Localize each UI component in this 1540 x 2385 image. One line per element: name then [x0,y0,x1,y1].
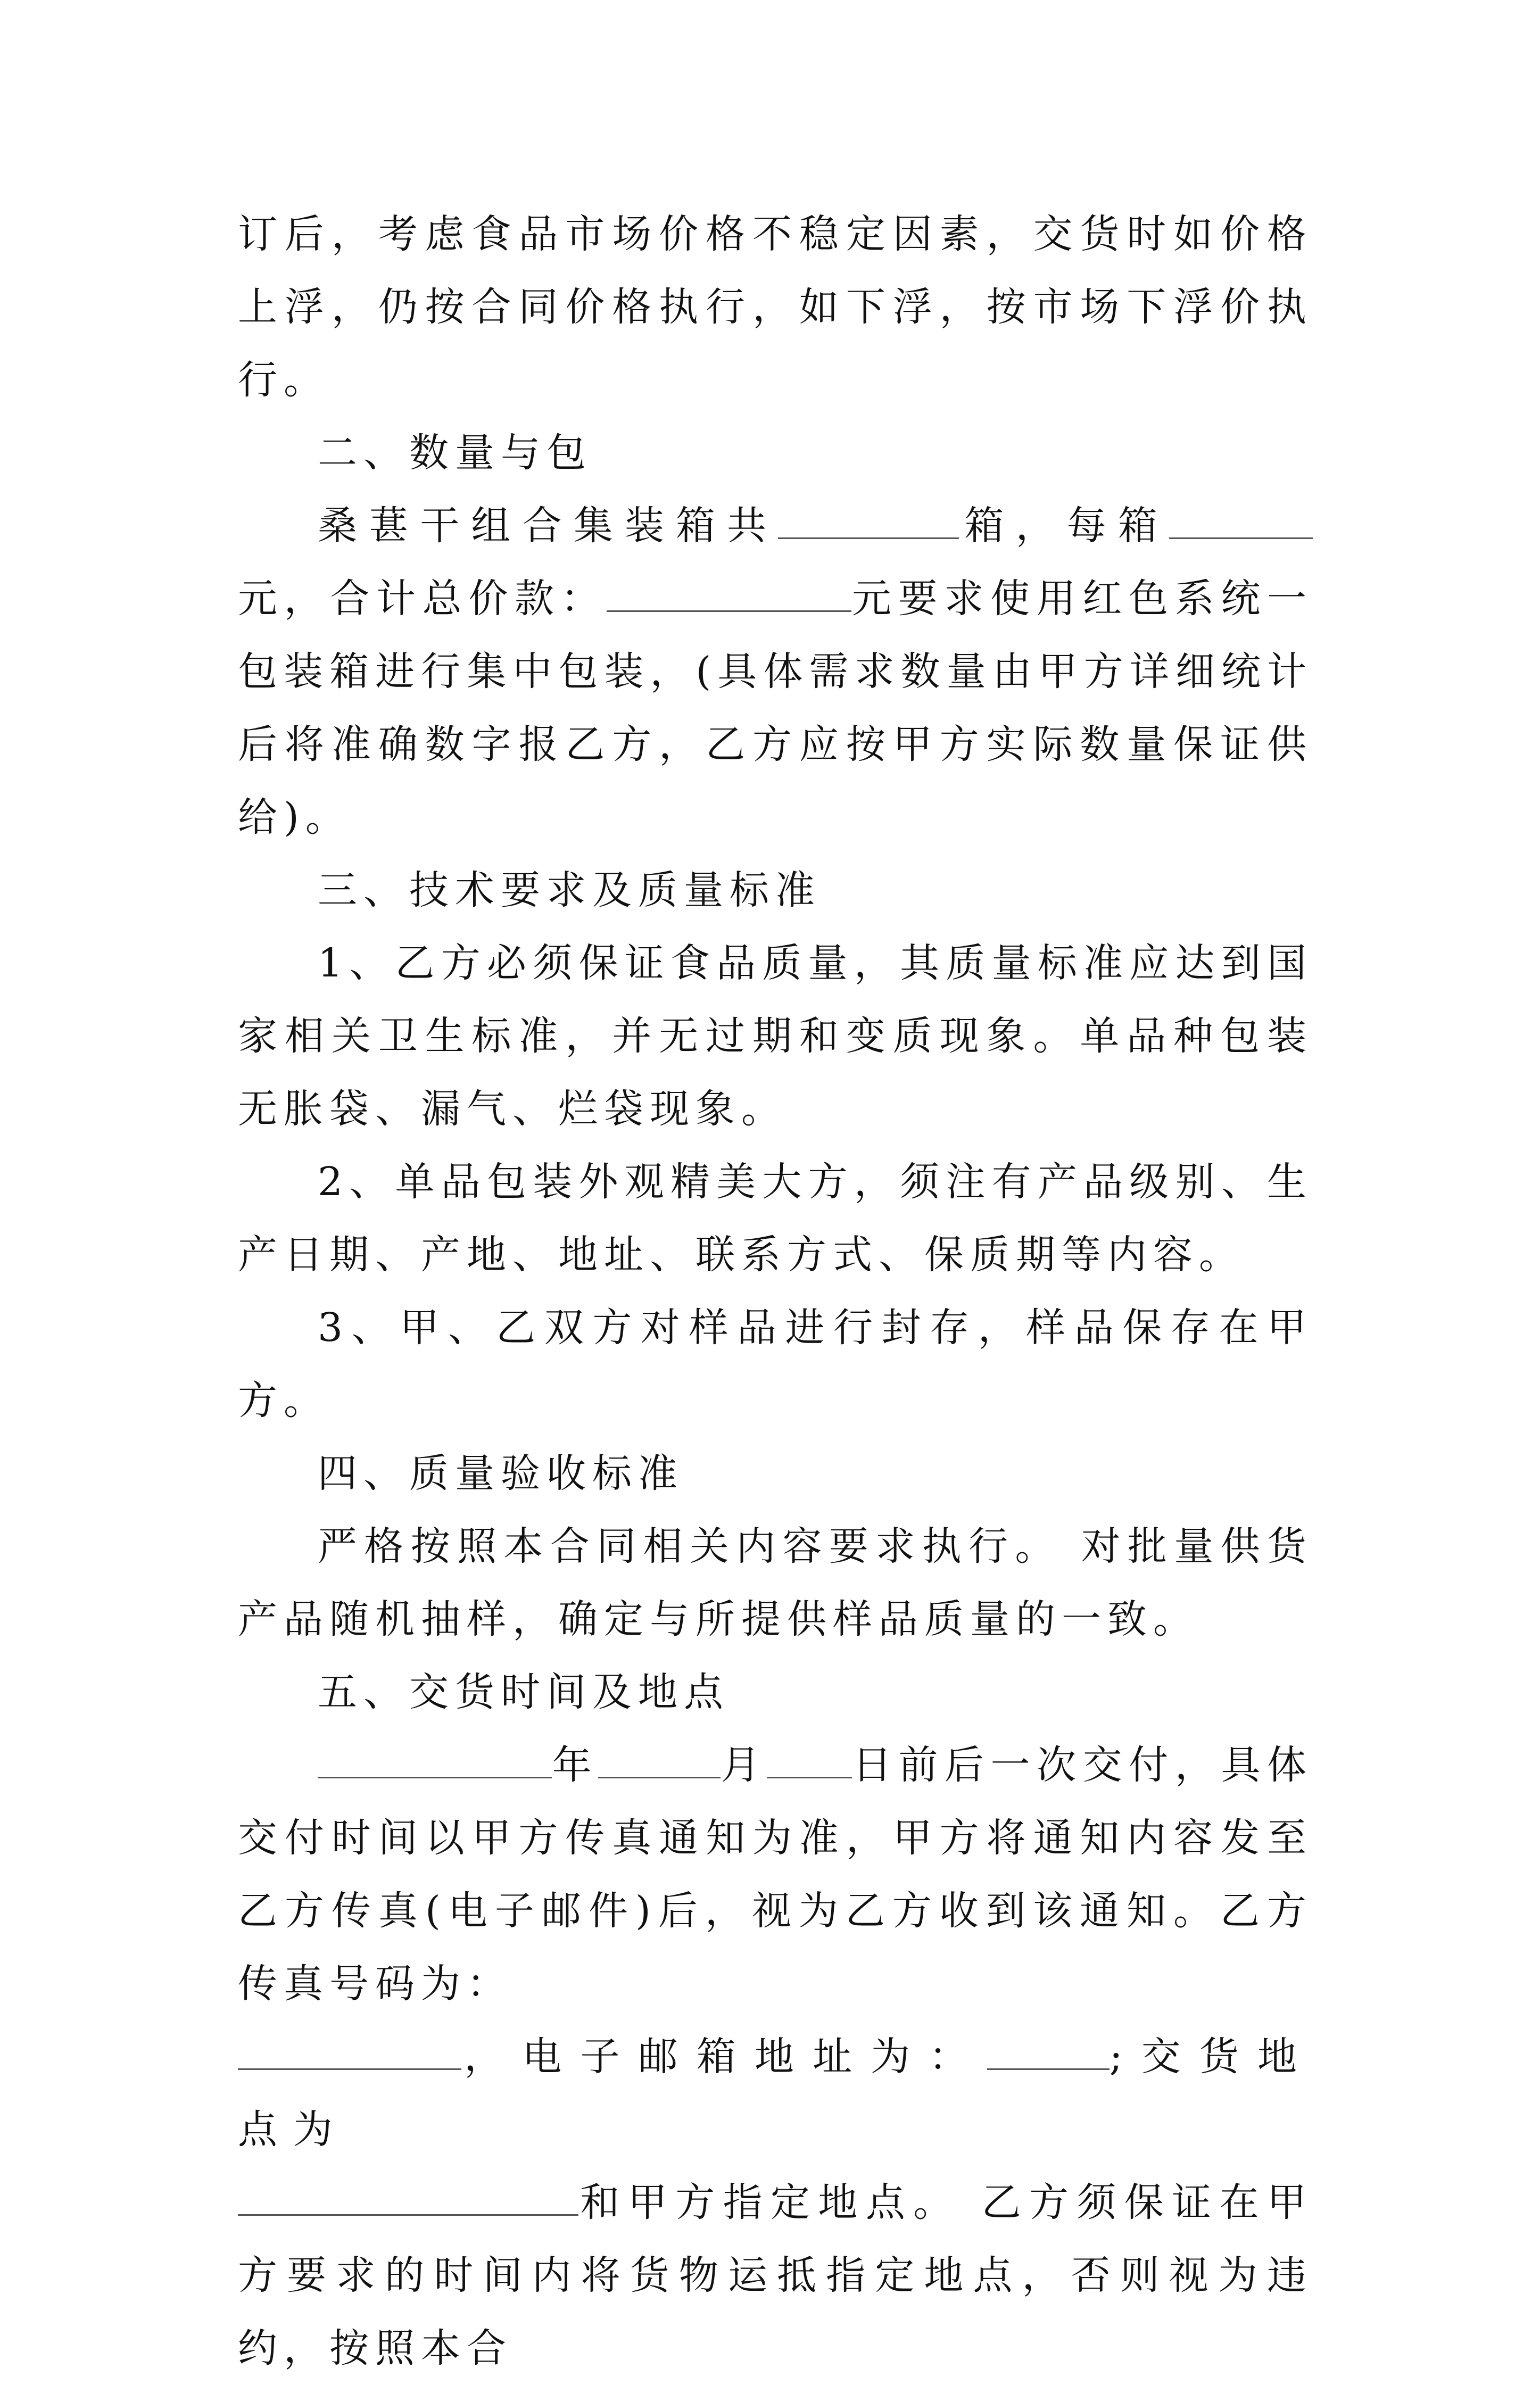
paragraph-delivery-location: 和甲方指定地点。 乙方须保证在甲方要求的时间内将货物运抵指定地点，否则视为违约，按照本合 [238,2180,1313,2371]
blank-year [318,1744,552,1778]
blank-delivery-location [238,2181,578,2216]
paragraph-acceptance: 严格按照本合同相关内容要求执行。 对批量供货产品随机抽样，确定与所提供样品质量的一致。 [238,1523,1313,1642]
blank-day [767,1744,852,1778]
document-body [238,198,1313,2385]
blank-month [598,1744,721,1778]
section-heading-technical-requirements: 三、技术要求及质量标准 [318,867,821,913]
paragraph-quantity: 桑葚干组合集装箱共 箱，每箱元，合计总价款： 元要求使用红色系统一包装箱进行集中包装，(具体需求数量由甲方详细统计后将准确数字报乙方，乙方应按甲方实际数量保证供给)。 [238,503,1313,840]
paragraph-text: 订后，考虑食品市场价格不稳定因素，交货时如价格上浮，仍按合同价格执行，如下浮，按市场下浮价执行。 [238,211,1313,403]
blank-fax-number [238,2035,461,2070]
paragraph-quality-item-1: 1、乙方必须保证食品质量，其质量标准应达到国家相关卫生标准，并无过期和变质现象。单品种包装无胀袋、漏气、烂袋现象。 [238,940,1313,1132]
paragraph-quality-item-3: 3、甲、乙双方对样品进行封存，样品保存在甲方。 [238,1305,1313,1423]
section-heading-quantity-packaging: 二、数量与包 [318,430,592,476]
paragraph-contact-info: ，电子邮箱地址为： ;交货地点为 [238,2034,1313,2152]
blank-price-per-box [1169,504,1313,539]
section-heading-delivery: 五、交货时间及地点 [318,1669,730,1715]
paragraph-price-adjustment [238,198,1313,417]
blank-box-count [778,504,959,539]
section-heading-acceptance: 四、质量验收标准 [318,1451,684,1496]
paragraph-quality-item-2: 2、单品包装外观精美大方，须注有产品级别、生产日期、产地、地址、联系方式、保质期等内容。 [238,1159,1313,1278]
blank-email-address [987,2035,1110,2070]
blank-total-price [607,577,851,612]
paragraph-delivery-time: 年 月 日前后一次交付，具体交付时间以甲方传真通知为准，甲方将通知内容发至乙方传真(电子邮件)后，视为乙方收到该通知。乙方传真号码为： [238,1742,1313,2007]
